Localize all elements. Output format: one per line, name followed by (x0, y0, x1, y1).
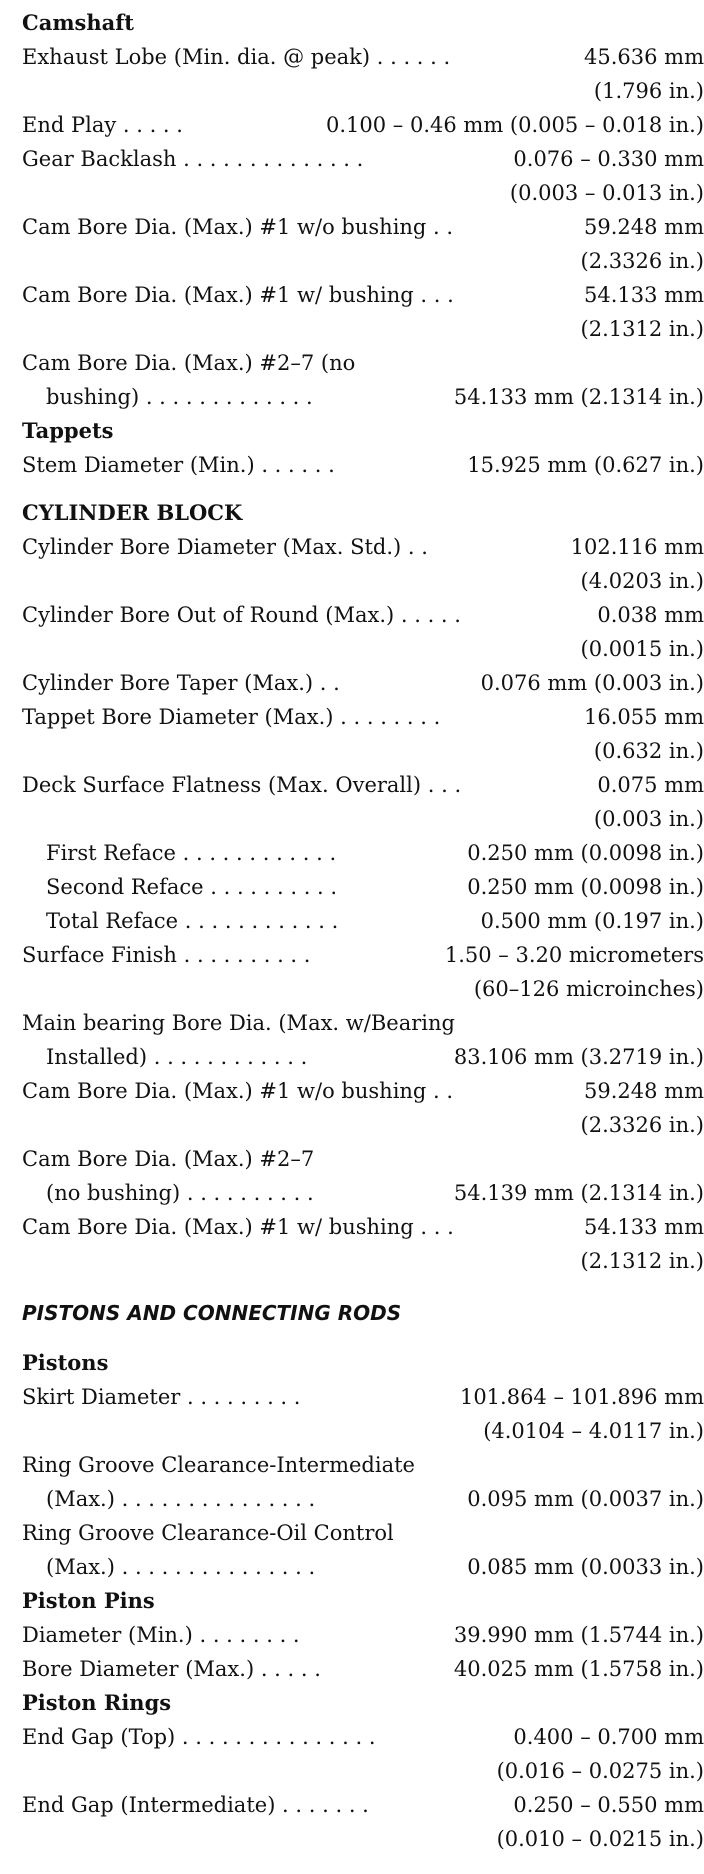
spec-value-imperial: (2.3326 in.) (580, 249, 704, 273)
spec-label-row (22, 1516, 704, 1550)
spec-row (22, 700, 704, 734)
spec-label: Cam Bore Dia. (Max.) #2–7 (22, 1147, 315, 1171)
spec-label: (Max.) . . . . . . . . . . . . . . . (46, 1555, 316, 1579)
subsection-heading (22, 414, 704, 448)
spec-row (22, 530, 704, 564)
spec-label: Second Reface . . . . . . . . . . (46, 875, 338, 899)
spec-continuation-row (22, 802, 704, 836)
spec-value: 16.055 mm (584, 705, 704, 729)
spec-label: Diameter (Min.) . . . . . . . . (22, 1623, 300, 1647)
spec-label-row (22, 346, 704, 380)
spec-row (22, 1210, 704, 1244)
spec-label: Stem Diameter (Min.) . . . . . . (22, 453, 335, 477)
spec-value-imperial: (0.632 in.) (593, 739, 704, 763)
spec-value: 54.133 mm (584, 1215, 704, 1239)
spec-label: Ring Groove Clearance-Intermediate (22, 1453, 415, 1477)
spec-label: End Gap (Top) . . . . . . . . . . . . . . . (22, 1725, 376, 1749)
spec-row (22, 1040, 704, 1074)
spec-value: 54.133 mm (2.1314 in.) (453, 385, 704, 409)
spec-continuation-row (22, 564, 704, 598)
spec-label: Total Reface . . . . . . . . . . . . (46, 909, 339, 933)
spec-label: First Reface . . . . . . . . . . . . (46, 841, 337, 865)
subsection-heading (22, 496, 704, 530)
spec-value-imperial: (1.796 in.) (593, 79, 704, 103)
spec-row (22, 380, 704, 414)
spec-continuation-row (22, 972, 704, 1006)
spec-row (22, 1788, 704, 1822)
spec-row (22, 1550, 704, 1584)
section-title-text: PISTONS AND CONNECTING RODS (22, 1301, 402, 1325)
spec-row (22, 142, 704, 176)
spec-continuation-row (22, 176, 704, 210)
spec-value: 0.076 mm (0.003 in.) (480, 671, 704, 695)
spec-value-imperial: (0.0015 in.) (580, 637, 704, 661)
spec-value: 54.139 mm (2.1314 in.) (453, 1181, 704, 1205)
heading-text: Camshaft (22, 10, 134, 35)
spec-label: Installed) . . . . . . . . . . . . (46, 1045, 308, 1069)
spec-value-imperial: (4.0104 – 4.0117 in.) (483, 1419, 704, 1443)
spec-value-imperial: (60–126 microinches) (473, 977, 704, 1001)
spec-continuation-row (22, 632, 704, 666)
spec-value: 0.095 mm (0.0037 in.) (467, 1487, 704, 1511)
spec-row (22, 938, 704, 972)
subsection-heading (22, 1686, 704, 1720)
spec-value-imperial: (2.3326 in.) (580, 1113, 704, 1137)
spec-row (22, 870, 704, 904)
spec-row (22, 210, 704, 244)
spec-label: Surface Finish . . . . . . . . . . (22, 943, 311, 967)
spec-value: 0.250 mm (0.0098 in.) (467, 841, 704, 865)
spec-row (22, 768, 704, 802)
spec-value: 83.106 mm (3.2719 in.) (453, 1045, 704, 1069)
section-title (22, 1296, 704, 1330)
spec-value: 59.248 mm (584, 1079, 704, 1103)
heading-text: Piston Pins (22, 1588, 155, 1613)
spec-continuation-row (22, 734, 704, 768)
spec-label: Ring Groove Clearance-Oil Control (22, 1521, 394, 1545)
heading-text: Pistons (22, 1350, 109, 1375)
spec-label: Main bearing Bore Dia. (Max. w/Bearing (22, 1011, 455, 1035)
spec-label: Skirt Diameter . . . . . . . . . (22, 1385, 301, 1409)
subsection-heading (22, 6, 704, 40)
spec-continuation-row (22, 1108, 704, 1142)
subsection-heading (22, 1584, 704, 1618)
spec-label: Cam Bore Dia. (Max.) #2–7 (no (22, 351, 356, 375)
spec-value: 101.864 – 101.896 mm (459, 1385, 704, 1409)
spec-label: Cam Bore Dia. (Max.) #1 w/o bushing . . (22, 215, 454, 239)
spec-value: 1.50 – 3.20 micrometers (444, 943, 704, 967)
spec-continuation-row (22, 1414, 704, 1448)
spec-value-imperial: (4.0203 in.) (580, 569, 704, 593)
spec-continuation-row (22, 1822, 704, 1856)
spec-value: 40.025 mm (1.5758 in.) (453, 1657, 704, 1681)
spec-label: End Play . . . . . (22, 113, 183, 137)
spec-value-imperial: (2.1312 in.) (580, 317, 704, 341)
spec-value: 0.250 – 0.550 mm (513, 1793, 704, 1817)
spec-value: 0.075 mm (597, 773, 704, 797)
spec-label: Exhaust Lobe (Min. dia. @ peak) . . . . . . (22, 45, 451, 69)
spec-value: 54.133 mm (584, 283, 704, 307)
spec-label: End Gap (Intermediate) . . . . . . . (22, 1793, 369, 1817)
spec-row (22, 1074, 704, 1108)
spec-value: 39.990 mm (1.5744 in.) (453, 1623, 704, 1647)
spec-value-imperial: (0.016 – 0.0275 in.) (496, 1759, 704, 1783)
spec-row (22, 448, 704, 482)
spec-row (22, 1720, 704, 1754)
spec-value: 0.500 mm (0.197 in.) (480, 909, 704, 933)
spec-label: Cylinder Bore Taper (Max.) . . (22, 671, 340, 695)
spec-document (22, 0, 704, 1874)
spec-row (22, 666, 704, 700)
spec-row (22, 1380, 704, 1414)
spec-value: 59.248 mm (584, 215, 704, 239)
subsection-heading (22, 1346, 704, 1380)
heading-text: Piston Rings (22, 1690, 172, 1715)
spec-value-imperial: (2.1312 in.) (580, 1249, 704, 1273)
spec-value: 0.400 – 0.700 mm (513, 1725, 704, 1749)
spec-label-row (22, 1142, 704, 1176)
spec-label: Deck Surface Flatness (Max. Overall) . . . (22, 773, 462, 797)
spec-row (22, 1176, 704, 1210)
spec-value: 0.250 mm (0.0098 in.) (467, 875, 704, 899)
spec-row (22, 598, 704, 632)
spec-value-imperial: (0.003 in.) (593, 807, 704, 831)
spec-label: Cam Bore Dia. (Max.) #1 w/ bushing . . . (22, 1215, 454, 1239)
spec-label: (Max.) . . . . . . . . . . . . . . . (46, 1487, 316, 1511)
heading-text: Tappets (22, 418, 114, 443)
spec-value: 0.100 – 0.46 mm (0.005 – 0.018 in.) (326, 113, 704, 137)
spec-value: 0.085 mm (0.0033 in.) (467, 1555, 704, 1579)
spec-row (22, 1652, 704, 1686)
spec-row (22, 278, 704, 312)
spec-label: (no bushing) . . . . . . . . . . (46, 1181, 314, 1205)
spec-value: 45.636 mm (584, 45, 704, 69)
spec-continuation-row (22, 312, 704, 346)
spec-label-row (22, 1006, 704, 1040)
spec-label: Bore Diameter (Max.) . . . . . (22, 1657, 321, 1681)
spec-value-imperial: (0.010 – 0.0215 in.) (496, 1827, 704, 1851)
spec-label: Cam Bore Dia. (Max.) #1 w/ bushing . . . (22, 283, 454, 307)
spec-continuation-row (22, 244, 704, 278)
spec-value: 102.116 mm (570, 535, 704, 559)
spec-row (22, 40, 704, 74)
heading-text: CYLINDER BLOCK (22, 500, 243, 525)
spec-row (22, 836, 704, 870)
spec-value: 0.038 mm (597, 603, 704, 627)
spec-label: Gear Backlash . . . . . . . . . . . . . . (22, 147, 364, 171)
spec-row (22, 108, 704, 142)
spec-row (22, 1482, 704, 1516)
spec-value-imperial: (0.003 – 0.013 in.) (509, 181, 704, 205)
spec-row (22, 904, 704, 938)
spec-label: Tappet Bore Diameter (Max.) . . . . . . . . (22, 705, 441, 729)
spec-row (22, 1618, 704, 1652)
spec-label: Cylinder Bore Diameter (Max. Std.) . . (22, 535, 428, 559)
spec-value: 0.076 – 0.330 mm (513, 147, 704, 171)
spec-continuation-row (22, 1754, 704, 1788)
spec-label: Cam Bore Dia. (Max.) #1 w/o bushing . . (22, 1079, 454, 1103)
spec-label-row (22, 1448, 704, 1482)
spec-label: bushing) . . . . . . . . . . . . . (46, 385, 313, 409)
spec-label: Cylinder Bore Out of Round (Max.) . . . . . (22, 603, 461, 627)
spec-continuation-row (22, 74, 704, 108)
spec-value: 15.925 mm (0.627 in.) (467, 453, 704, 477)
spec-continuation-row (22, 1244, 704, 1278)
